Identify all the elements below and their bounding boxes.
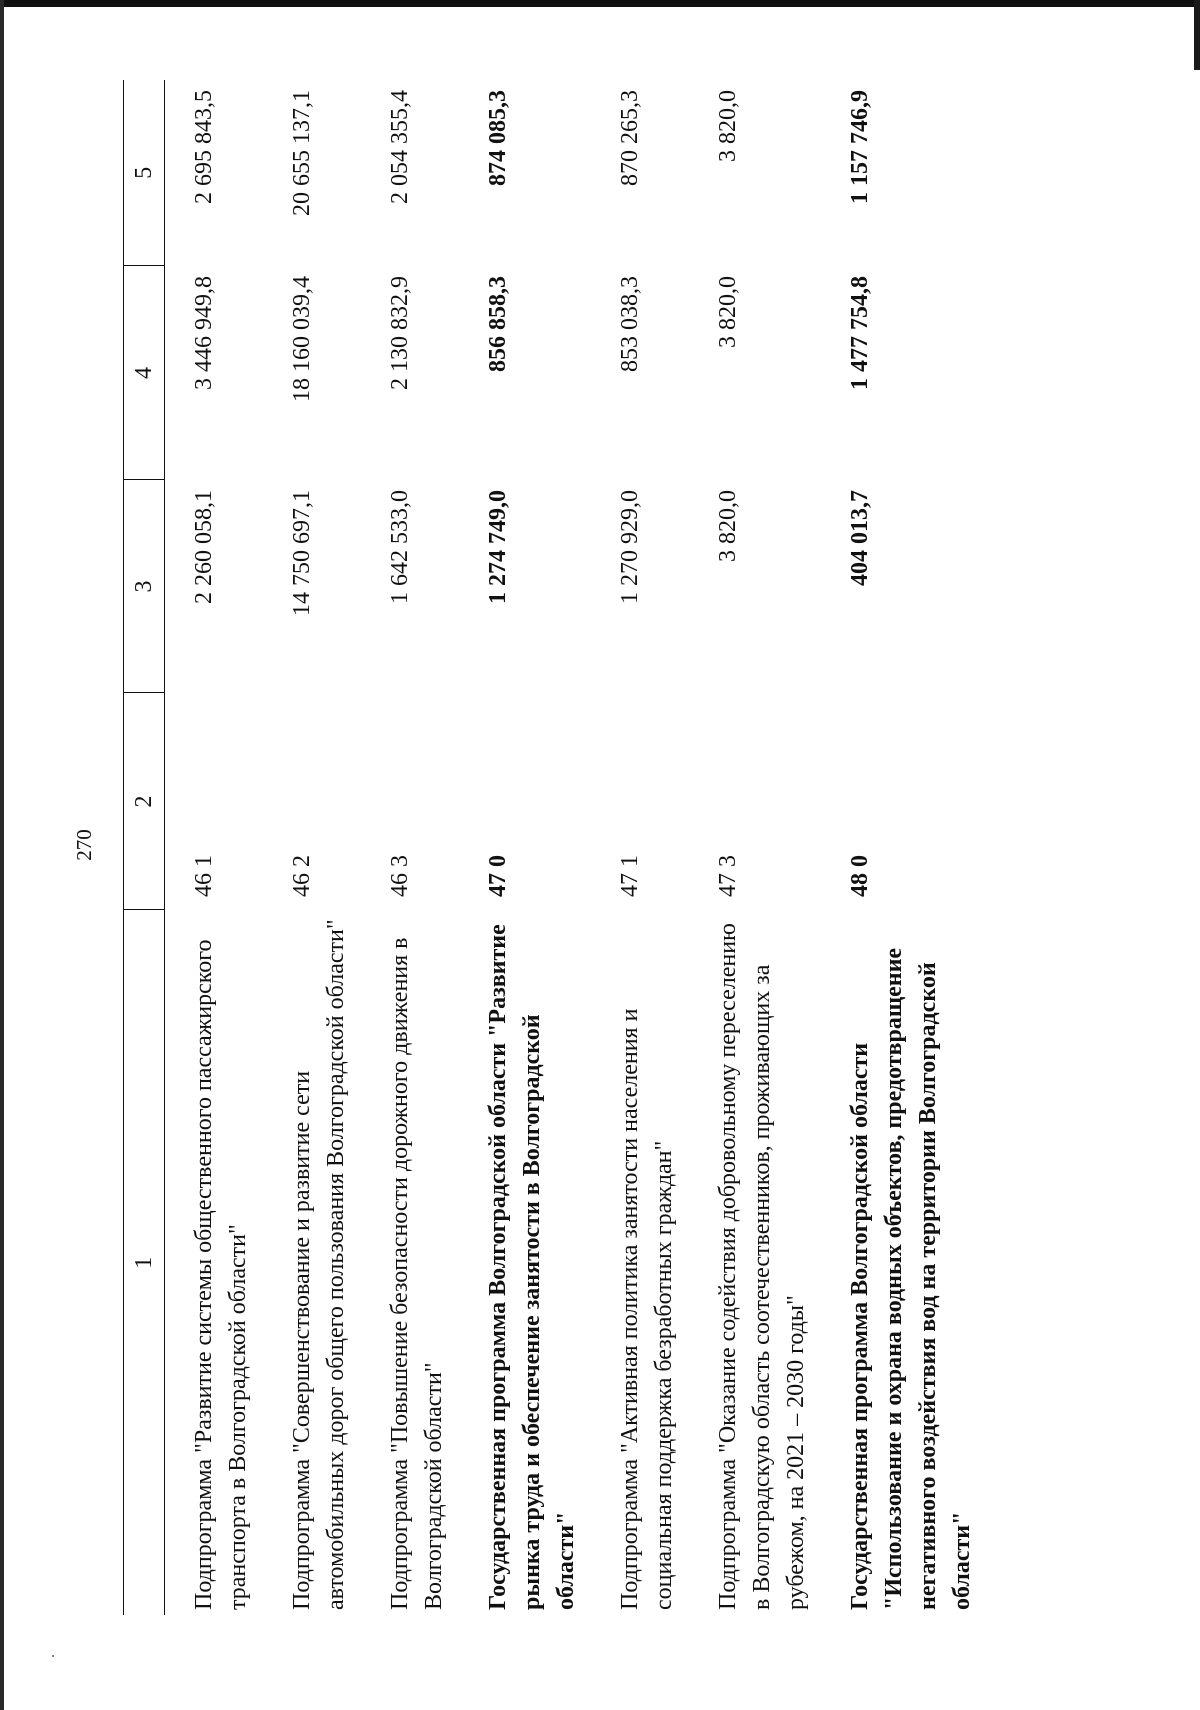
program-code: 46 1 (191, 855, 217, 897)
value-col5: 20 655 137,1 (289, 90, 315, 216)
table-row (187, 80, 255, 1615)
program-name: Государственная программа Волгоградской области "Использование и охрана водных объектов, предотвращение негативного воздействия вод на территории Волгоградской области" (847, 947, 975, 1610)
program-name: Подпрограмма "Повышение безопасности дорожного движения в Волгоградской области" (387, 937, 447, 1610)
value-col3: 14 750 697,1 (289, 490, 315, 616)
program-code: 46 2 (289, 855, 315, 897)
value-col5: 874 085,3 (485, 90, 511, 186)
program-code: 48 0 (847, 855, 873, 897)
value-col4: 853 038,3 (617, 276, 643, 372)
header-row (124, 80, 165, 1615)
table-row (285, 80, 353, 1615)
value-col3: 1 274 749,0 (485, 490, 511, 604)
program-name: Подпрограмма "Развитие системы общественного пассажирского транспорта в Волгоградской области" (191, 939, 251, 1610)
value-col3: 3 820,0 (715, 490, 741, 562)
program-code: 46 3 (387, 855, 413, 897)
budget-table (123, 80, 979, 1615)
table-row (711, 80, 813, 1615)
value-col5: 3 820,0 (715, 90, 741, 162)
table-row (481, 80, 583, 1615)
program-code: 47 1 (617, 855, 643, 897)
program-name: Подпрограмма "Совершенствование и развитие сети автомобильных дорог общего пользования Волгоградской области" (289, 919, 349, 1610)
page-number: 270 (72, 829, 96, 861)
program-code: 47 0 (485, 855, 511, 897)
header-cell: 2 (124, 693, 165, 910)
row-gap (255, 80, 285, 1615)
table-row (843, 80, 979, 1615)
header-cell: 4 (124, 266, 165, 480)
value-col5: 870 265,3 (617, 90, 643, 186)
program-name: Подпрограмма "Активная политика занятости населения и социальная поддержка безработных граждан" (617, 1008, 677, 1610)
value-col4: 18 160 039,4 (289, 276, 315, 402)
row-gap (813, 80, 843, 1615)
value-col4: 856 858,3 (485, 276, 511, 372)
value-col4: 3 820,0 (715, 276, 741, 348)
header-cell: 5 (124, 80, 165, 266)
value-col5: 1 157 746,9 (847, 90, 873, 204)
program-code: 47 3 (715, 855, 741, 897)
row-gap (583, 80, 613, 1615)
value-col3: 404 013,7 (847, 490, 873, 586)
table-row (613, 80, 681, 1615)
row-gap (451, 80, 481, 1615)
table-row (383, 80, 451, 1615)
value-col5: 2 054 355,4 (387, 90, 413, 204)
header-cell: 3 (124, 480, 165, 693)
value-col3: 1 642 533,0 (387, 490, 413, 604)
program-name: Государственная программа Волгоградской области "Развитие рынка труда и обеспечение занятости в Волгоградской области" (485, 924, 579, 1610)
row-gap (681, 80, 711, 1615)
value-col5: 2 695 843,5 (191, 90, 217, 204)
spacer (165, 80, 188, 1615)
header-cell: 1 (124, 910, 165, 1615)
value-col4: 2 130 832,9 (387, 276, 413, 390)
program-name: Подпрограмма "Оказание содействия добровольному переселению в Волгоградскую область соотечественников, проживающих за рубежом, на 2021 – 2030 годы" (715, 923, 809, 1610)
value-col3: 2 260 058,1 (191, 490, 217, 604)
row-gap (353, 80, 383, 1615)
value-col3: 1 270 929,0 (617, 490, 643, 604)
value-col4: 1 477 754,8 (847, 276, 873, 390)
value-col4: 3 446 949,8 (191, 276, 217, 390)
